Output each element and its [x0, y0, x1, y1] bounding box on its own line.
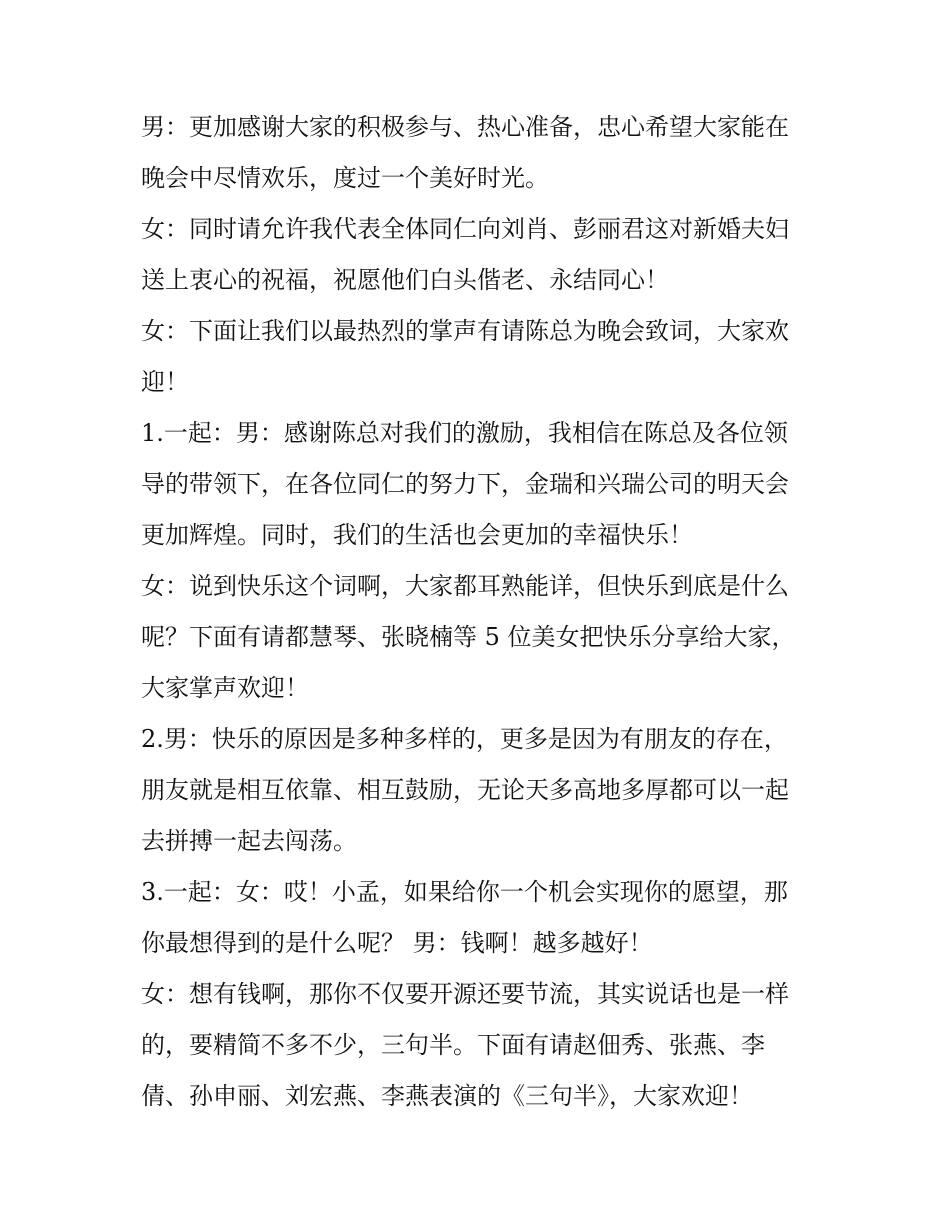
- text-line: 男：更加感谢大家的积极参与、热心准备，忠心希望大家能在: [141, 113, 789, 141]
- text-line: 2.男：快乐的原因是多种多样的，更多是因为有朋友的存在，: [141, 725, 788, 753]
- text-line: 女：下面让我们以最热烈的掌声有请陈总为晚会致词，大家欢: [141, 317, 789, 345]
- text-line: 1.一起：男：感谢陈总对我们的激励，我相信在陈总及各位领: [141, 419, 788, 447]
- text-line: 送上衷心的祝福，祝愿他们白头偕老、永结同心！: [141, 266, 669, 294]
- text-line: 大家掌声欢迎！: [141, 674, 309, 702]
- text-line: 更加辉煌。同时，我们的生活也会更加的幸福快乐！: [141, 521, 693, 549]
- text-line: 3.一起：女：哎！小孟，如果给你一个机会实现你的愿望，那: [141, 878, 788, 906]
- text-line: 去拼搏一起去闯荡。: [141, 827, 357, 855]
- document-body: [141, 102, 831, 1122]
- text-line: 导的带领下，在各位同仁的努力下，金瑞和兴瑞公司的明天会: [141, 470, 789, 498]
- text-line: 女：同时请允许我代表全体同仁向刘肖、彭丽君这对新婚夫妇: [141, 215, 789, 243]
- text-line: 晚会中尽情欢乐，度过一个美好时光。: [141, 164, 549, 192]
- text-line: 你最想得到的是什么呢？ 男：钱啊！越多越好！: [141, 929, 653, 957]
- text-line: 女：想有钱啊，那你不仅要开源还要节流，其实说话也是一样: [141, 980, 789, 1008]
- text-line: 女：说到快乐这个词啊，大家都耳熟能详，但快乐到底是什么: [141, 572, 789, 600]
- text-line: 呢？下面有请都慧琴、张晓楠等 5 位美女把快乐分享给大家，: [141, 623, 796, 651]
- text-line: 迎！: [141, 368, 189, 396]
- text-line: 朋友就是相互依靠、相互鼓励，无论天多高地多厚都可以一起: [141, 776, 789, 804]
- text-line: 倩、孙申丽、刘宏燕、李燕表演的《三句半》，大家欢迎！: [141, 1082, 753, 1110]
- text-line: 的，要精简不多不少，三句半。下面有请赵佃秀、张燕、李: [141, 1031, 765, 1059]
